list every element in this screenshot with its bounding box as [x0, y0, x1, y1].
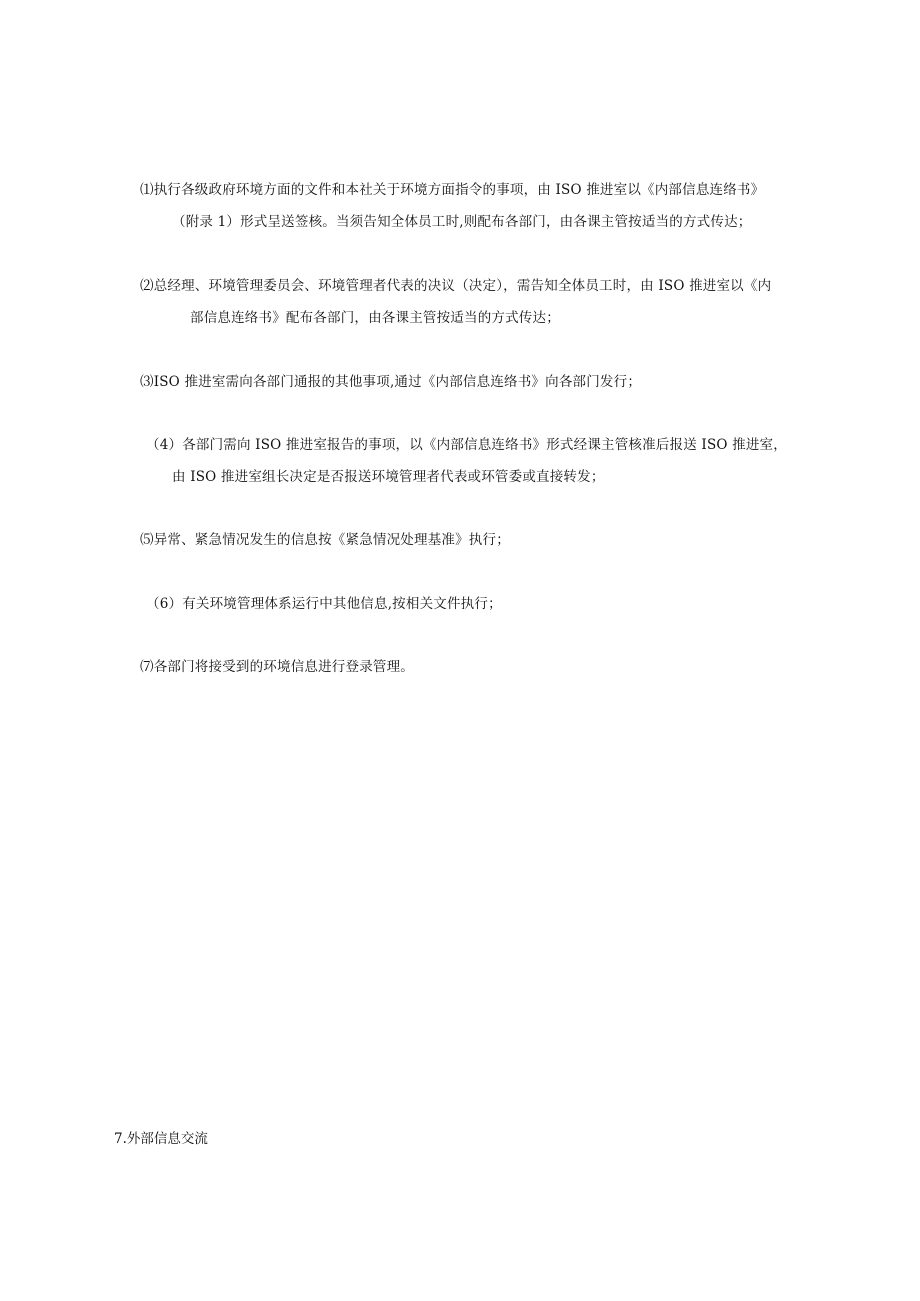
item-2-line-2: 部信息连络书》配布各部门，由各课主管按适当的方式传达； — [190, 310, 560, 326]
item-1-line-2: （附录 1）形式呈送签核。当须告知全体员工时,则配布各部门，由各课主管按适当的方式传达； — [172, 214, 752, 230]
item-6-line-1: （6）有关环境管理体系运行中其他信息,按相关文件执行； — [146, 596, 502, 612]
section-heading: 7.外部信息交流 — [114, 1131, 208, 1147]
item-1-line-1: ⑴执行各级政府环境方面的文件和本社关于环境方面指令的事项，由 ISO 推进室以《内部信息连络书》 — [140, 182, 765, 198]
item-2-line-1: ⑵总经理、环境管理委员会、环境管理者代表的决议（决定），需告知全体员工时，由 ISO 推进室以《内 — [140, 278, 772, 294]
item-7-line-1: ⑺各部门将接受到的环境信息进行登录管理。 — [140, 659, 414, 675]
item-3-line-1: ⑶ISO 推进室需向各部门通报的其他事项,通过《内部信息连络书》向各部门发行； — [140, 374, 642, 390]
item-4-line-2: 由 ISO 推进室组长决定是否报送环境管理者代表或环管委或直接转发； — [172, 469, 605, 485]
item-4-line-1: （4）各部门需向 ISO 推进室报告的事项，以《内部信息连络书》形式经课主管核准后报送 ISO 推进室， — [146, 437, 787, 453]
item-5-line-1: ⑸异常、紧急情况发生的信息按《紧急情况处理基准》执行； — [140, 532, 510, 548]
